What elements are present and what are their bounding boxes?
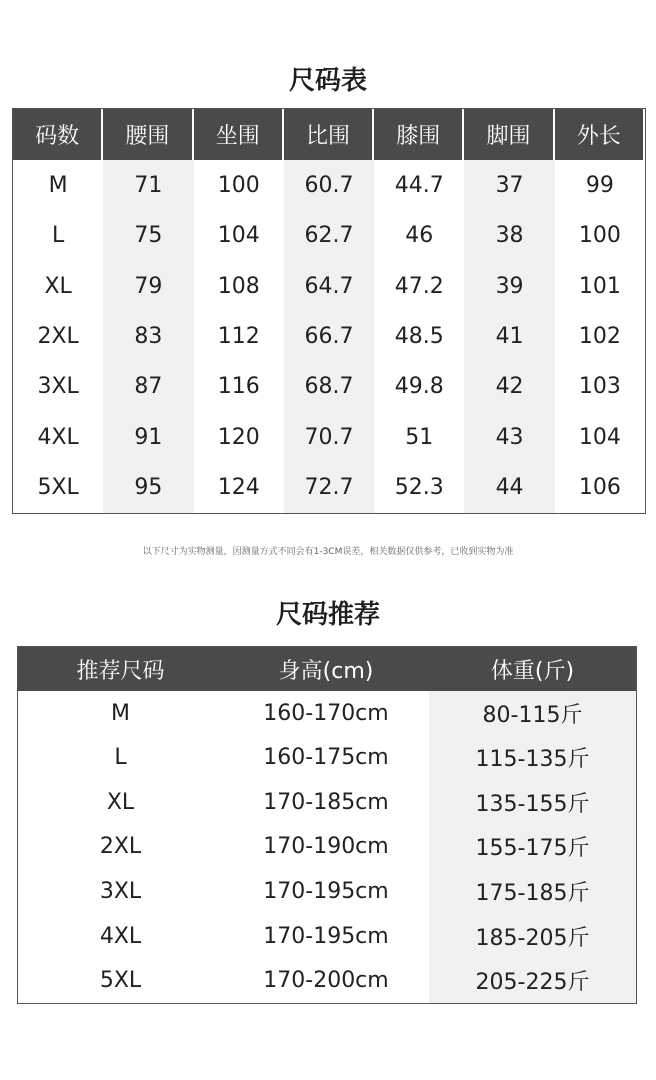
- size-chart-cell: 124: [217, 475, 260, 501]
- recommendation-cell: 170-195cm: [263, 923, 389, 949]
- size-chart-cell: 75: [103, 210, 193, 260]
- size-chart-cell: 60.7: [284, 160, 374, 210]
- size-chart-cell: 46: [405, 223, 434, 249]
- size-chart-cell: 99: [585, 172, 614, 198]
- size-chart-cell: 68.7: [284, 362, 374, 412]
- size-chart-cell: 79: [103, 261, 193, 311]
- size-chart-header-cell: 码数: [13, 109, 103, 160]
- recommendation-header-cell: 身高(cm): [223, 647, 429, 691]
- size-chart-cell: 100: [578, 223, 621, 249]
- size-chart-cell: 43: [464, 412, 554, 462]
- size-chart-cell: 62.7: [284, 210, 374, 260]
- recommendation-cell: 170-185cm: [263, 789, 389, 815]
- recommendation-cell: 160-170cm: [263, 700, 389, 726]
- recommendation-cell: 160-175cm: [263, 745, 389, 771]
- recommendation-cell: 170-200cm: [263, 968, 389, 994]
- size-chart-cell: 47.2: [394, 273, 444, 299]
- recommendation-header-cell: 推荐尺码: [18, 647, 223, 691]
- size-chart-cell: M: [48, 172, 68, 198]
- size-chart-cell: 52.3: [394, 475, 444, 501]
- recommendation-title: 尺码推荐: [275, 600, 380, 630]
- size-chart-cell: 83: [103, 311, 193, 361]
- size-chart-header-cell: 脚围: [464, 109, 554, 160]
- size-chart-cell: 104: [217, 223, 260, 249]
- size-chart-cell: 87: [103, 362, 193, 412]
- size-chart-cell: 104: [578, 424, 621, 450]
- size-chart-cell: 48.5: [394, 323, 444, 349]
- size-chart-title: 尺码表: [288, 66, 367, 96]
- size-chart-cell: 101: [578, 273, 621, 299]
- size-chart-cell: 100: [217, 172, 260, 198]
- size-chart-cell: 106: [578, 475, 621, 501]
- recommendation-cell: 170-195cm: [263, 879, 389, 905]
- size-chart-cell: 91: [103, 412, 193, 462]
- size-chart-cell: 102: [578, 323, 621, 349]
- size-chart-cell: 120: [217, 424, 260, 450]
- recommendation-cell: 155-175斤: [429, 825, 636, 870]
- size-chart-header-cell: 比围: [284, 109, 374, 160]
- size-chart-cell: 42: [464, 362, 554, 412]
- size-chart-header-cell: 外长: [555, 109, 645, 160]
- size-chart-cell: 72.7: [284, 463, 374, 513]
- size-chart-cell: 44: [464, 463, 554, 513]
- size-chart-cell: 44.7: [394, 172, 444, 198]
- size-chart-cell: XL: [44, 273, 72, 299]
- size-chart-header-cell: 坐围: [194, 109, 284, 160]
- size-chart-cell: 5XL: [37, 475, 79, 501]
- size-chart-cell: 37: [464, 160, 554, 210]
- recommendation-cell: L: [114, 745, 127, 771]
- size-chart-cell: 4XL: [37, 424, 79, 450]
- size-chart-cell: 64.7: [284, 261, 374, 311]
- recommendation-cell: 170-190cm: [263, 834, 389, 860]
- size-chart-cell: 95: [103, 463, 193, 513]
- size-chart-cell: 39: [464, 261, 554, 311]
- size-chart-header-cell: 腰围: [103, 109, 193, 160]
- size-chart-cell: 51: [405, 424, 434, 450]
- recommendation-cell: 185-205斤: [429, 914, 636, 959]
- size-chart-cell: 116: [217, 374, 260, 400]
- recommendation-cell: 205-225斤: [429, 958, 636, 1003]
- size-chart-cell: 3XL: [37, 374, 79, 400]
- size-chart-cell: L: [52, 223, 65, 249]
- size-chart-cell: 49.8: [394, 374, 444, 400]
- recommendation-cell: 3XL: [99, 879, 142, 905]
- recommendation-cell: 2XL: [99, 834, 142, 860]
- measurement-note: 以下尺寸为实物测量，因测量方式不同会有1-3CM误差，相关数据仅供参考，已收到实物为准: [142, 547, 514, 557]
- recommendation-cell: 175-185斤: [429, 869, 636, 914]
- recommendation-cell: 135-155斤: [429, 780, 636, 825]
- recommendation-cell: 4XL: [99, 923, 142, 949]
- size-chart-cell: 41: [464, 311, 554, 361]
- recommendation-cell: 5XL: [99, 968, 142, 994]
- size-chart-cell: 66.7: [284, 311, 374, 361]
- size-chart-cell: 108: [217, 273, 260, 299]
- recommendation-cell: XL: [106, 789, 135, 815]
- size-chart-cell: 70.7: [284, 412, 374, 462]
- size-chart-header-cell: 膝围: [374, 109, 464, 160]
- recommendation-table: [17, 646, 637, 1004]
- recommendation-cell: M: [111, 700, 130, 726]
- recommendation-cell: 80-115斤: [429, 691, 636, 736]
- recommendation-cell: 115-135斤: [429, 736, 636, 781]
- size-chart-cell: 112: [217, 323, 260, 349]
- size-chart-cell: 71: [103, 160, 193, 210]
- size-chart-cell: 2XL: [37, 323, 79, 349]
- recommendation-header-cell: 体重(斤): [429, 647, 636, 691]
- size-chart-cell: 103: [578, 374, 621, 400]
- size-chart-table: [12, 108, 646, 514]
- size-chart-cell: 38: [464, 210, 554, 260]
